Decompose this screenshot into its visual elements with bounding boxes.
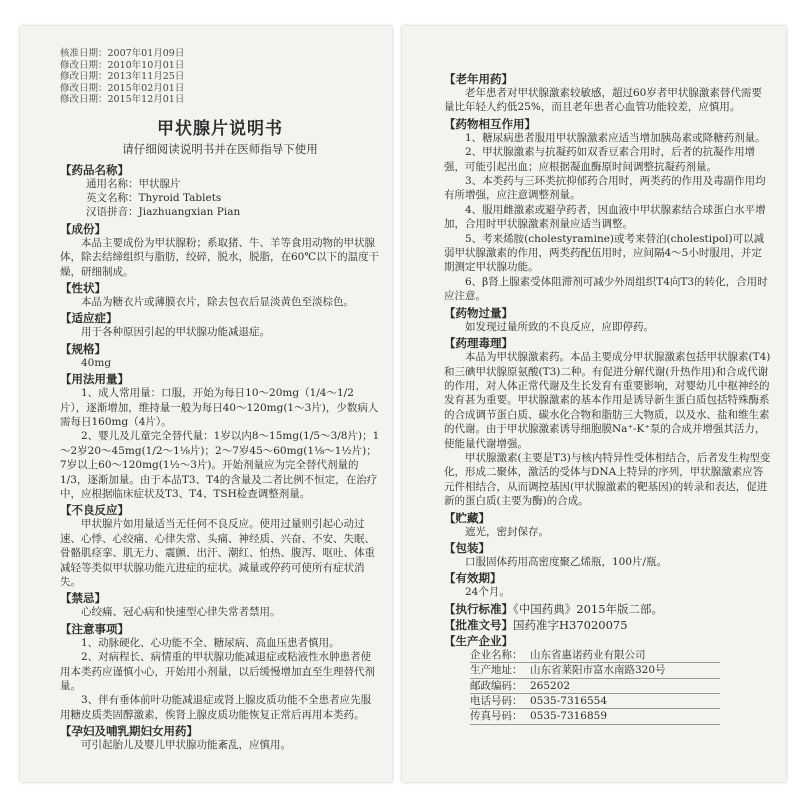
description-text: 本品为糖衣片或薄膜衣片，除去包衣后显淡黄色至淡棕色。 (81, 295, 354, 308)
precautions-para: 3、伴有垂体前叶功能减退症或肾上腺皮质功能不全患者应先服用糖皮质类固醇激素，俟肾上腺皮质功能恢复正常后再用本类药。 (60, 694, 372, 721)
manufacturer-row (470, 648, 720, 663)
revision-line: 核准日期：2007年01月09日 (60, 48, 185, 59)
manufacturer-value: 0535-7316859 (530, 710, 608, 723)
dosage-para: 2、婴儿及儿童完全替代量：1岁以内8～15mg(1/5～3/8片)；1～2岁20～45mg(1/2～1⅛片)；2～7岁45～60mg(1⅛～1½片)；7岁以上60～120mg(1½～3片)。开始剂量应为完全替代剂量的1/3，逐渐加量。由于本品T3、T4的含量及二者比例不恒定，在治疗中，应根据临床症状及T3、T4、TSH检查调整剂量。 (60, 430, 380, 500)
standard-text: 《中国药典》2015年版二部。 (513, 601, 664, 616)
drug-name-line: 英文名称：Thyroid Tablets (86, 191, 222, 204)
dosage-para: 1、成人常用量：口服，开始为每日10～20mg（1/4～1/2 片），逐渐增加，维持量一般为每日40～120mg(1～3片)，少数病人需每日160mg（4片）。 (60, 387, 379, 428)
precautions-para: 1、动脉硬化、心功能不全、糖尿病、高血压患者慎用。 (81, 636, 340, 649)
manufacturer-label: 企业名称： (470, 648, 523, 661)
section-heading-overdose: 【药物过量】 (444, 305, 513, 320)
elderly-text: 老年患者对甲状腺激素较敏感，超过60岁者甲状腺激素替代需要量比年轻人约低25%，而且老年患者心血管功能较差，应慎用。 (444, 87, 762, 114)
interactions-para: 6、β肾上腺素受体阻滞剂可减少外周组织T4向T3的转化，合用时应注意。 (444, 275, 768, 303)
validity-text: 24个月。 (465, 586, 510, 599)
approval-text: 国药准字H37020075 (513, 617, 628, 632)
manufacturer-value: 山东省莱阳市富水南路320号 (530, 664, 666, 677)
section-heading-precautions: 【注意事项】 (60, 621, 129, 636)
document-title: 甲状腺片说明书 (157, 118, 283, 139)
section-heading-composition: 【成份】 (60, 221, 106, 236)
section-heading-pregnancy: 【孕妇及哺乳期妇女用药】 (60, 724, 198, 739)
overdose-text: 如发现过量所致的不良反应，应即停药。 (465, 320, 654, 333)
manufacturer-value: 山东省惠诺药业有限公司 (530, 648, 646, 661)
interactions-para: 2、甲状腺激素与抗凝药如双香豆素合用时，后者的抗凝作用增强，可能引起出血；应根据凝血酶原时间调整抗凝药剂量。 (444, 146, 756, 173)
section-heading-drug-name: 【药品名称】 (60, 162, 129, 177)
section-heading-storage: 【贮藏】 (444, 510, 490, 525)
section-heading-manufacturer: 【生产企业】 (444, 633, 513, 648)
section-heading-approval: 【批准文号】 (444, 617, 513, 632)
section-heading-pharmacology: 【药理毒理】 (444, 336, 513, 351)
interactions-para: 1、糖尿病患者服用甲状腺激素应适当增加胰岛素或降糖药剂量。 (465, 131, 766, 144)
revision-line: 修改日期：2010年10月01日 (60, 59, 185, 71)
document-subtitle: 请仔细阅读说明书并在医师指导下使用 (122, 141, 318, 156)
revision-line: 修改日期：2013年11月25日 (60, 71, 185, 82)
pregnancy-text: 可引起胎儿及婴儿甲状腺功能紊乱，应慎用。 (81, 739, 291, 752)
left-page (20, 26, 392, 782)
section-heading-standard: 【执行标准】 (444, 601, 513, 616)
section-heading-indications: 【适应症】 (60, 311, 118, 326)
manufacturer-label: 邮政编码： (470, 679, 523, 692)
indications-text: 用于各种原因引起的甲状腺功能减退症。 (81, 326, 270, 339)
section-heading-validity: 【有效期】 (444, 571, 502, 586)
section-heading-spec: 【规格】 (60, 341, 106, 356)
manufacturer-row (470, 694, 720, 709)
section-heading-interactions: 【药物相互作用】 (444, 116, 536, 131)
interactions-para: 3、本类药与三环类抗抑郁药合用时，两类药的作用及毒副作用均有所增强，应注意调整剂量。 (444, 175, 766, 202)
section-heading-dosage: 【用法用量】 (60, 372, 129, 387)
precautions-para: 2、对病程长、病情重的甲状腺功能减退症或粘液性水肿患者使用本类药应谨慎小心，开始用小剂量，以后缓慢增加直至生理替代剂量。 (60, 651, 375, 693)
manufacturer-label: 电话号码： (470, 695, 523, 707)
storage-text: 遮光，密封保存。 (465, 525, 549, 538)
manufacturer-value: 265202 (530, 679, 571, 692)
section-heading-contraindications: 【禁忌】 (60, 591, 106, 606)
pharmacology-para: 甲状腺激素(主要是T3)与核内特异性受体相结合，后者发生构型变化，形成二聚体，激活的受体与DNA上特异的序列，甲状腺激素应答元件相结合，从而调控基因(甲状腺激素的靶基因)的转录和表达，促进新的蛋白质(主要为酶)的合成。 (444, 451, 771, 508)
interactions-para: 4、服用雌激素或避孕药者，因血液中甲状腺素结合球蛋白水平增加，合用时甲状腺激素剂量应适当调整。 (444, 203, 766, 231)
revision-line: 修改日期：2015年12月01日 (60, 94, 185, 105)
adverse-text: 甲状腺片如用量适当无任何不良反应。使用过量则引起心动过速、心悸、心绞痛、心律失常、头痛、神经质、兴奋、不安、失眠、骨骼肌痉挛、肌无力、震颤、出汗、潮红、怕热、腹泻、呕吐、体重减轻等类似甲状腺功能亢进症的症状。减量或停药可使所有症状消失。 (60, 518, 375, 589)
manufacturer-row (470, 679, 720, 694)
manufacturer-label: 生产地址： (470, 664, 523, 677)
drug-name-line: 汉语拼音：Jiazhuangxian Pian (86, 206, 241, 219)
composition-text: 本品主要成份为甲状腺粉；系取猪、牛、羊等食用动物的甲状腺体，除去结缔组织与脂肪，绞碎，脱水，脱脂，在60℃以下的温度干燥，研细制成。 (60, 236, 380, 278)
section-heading-description: 【性状】 (60, 280, 106, 295)
revision-line: 修改日期：2015年02月01日 (60, 82, 185, 94)
standard-row (444, 602, 772, 616)
revision-dates (60, 48, 380, 106)
manufacturer-label: 传真号码： (470, 710, 523, 723)
interactions-para: 5、考来烯胺(cholestyramine)或考来替泊(cholestipol)可以减弱甲状腺激素的作用，两类药配伍用时，应间隔4～5小时服用，并定期测定甲状腺功能。 (444, 232, 765, 274)
pharmacology-para: 本品为甲状腺激素药。本品主要成分甲状腺激素包括甲状腺素(T4)和三碘甲状腺原氨酸(T3)二种。有促进分解代谢(升热作用)和合成代谢的作用，对人体正常代谢及生长发育有重要影响，对婴幼儿中枢神经的发育甚为重要。甲状腺激素的基本作用是诱导新生蛋白质包括特殊酶系的合成调节蛋白质、碳水化合物和脂肪三大物质，以及水、盐和维生素的代谢。由于甲状腺激素诱导细胞膜Na⁺-K⁺泵的合成并增强其活力，使能量代谢增强。 (444, 351, 771, 450)
drug-name-block (60, 177, 380, 220)
contraindications-text: 心绞痛、冠心病和快速型心律失常者禁用。 (81, 606, 281, 619)
manufacturer-block (444, 648, 772, 725)
spec-text: 40mg (81, 356, 112, 369)
section-heading-elderly: 【老年用药】 (444, 72, 513, 86)
package-text: 口服固体药用高密度聚乙烯瓶，100片/瓶。 (465, 555, 668, 568)
drug-name-line: 通用名称：甲状腺片 (86, 177, 181, 190)
approval-row (444, 618, 772, 632)
manufacturer-row (470, 709, 720, 724)
section-heading-adverse: 【不良反应】 (60, 503, 129, 518)
section-heading-package: 【包装】 (444, 540, 490, 555)
right-page (402, 26, 786, 782)
manufacturer-row (470, 663, 720, 678)
manufacturer-value: 0535-7316554 (530, 695, 608, 707)
